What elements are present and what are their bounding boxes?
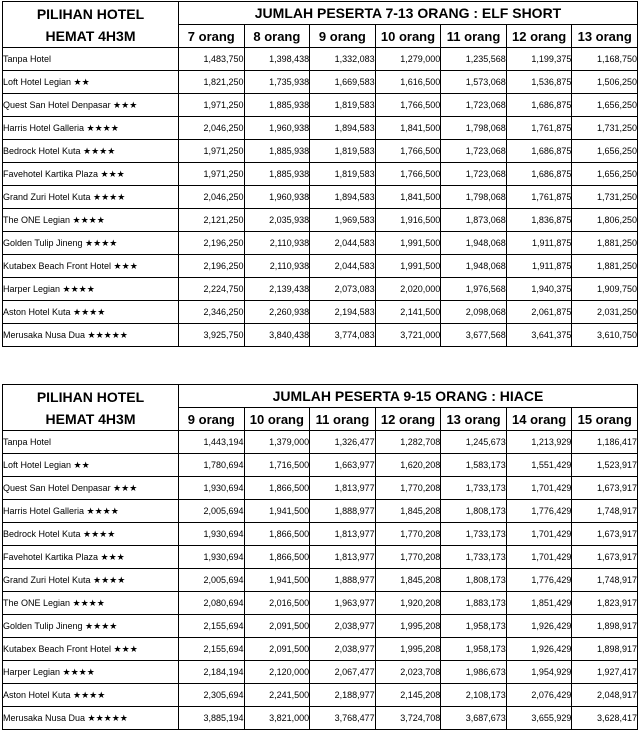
price-cell: 1,841,500 xyxy=(375,186,441,209)
elf-short-price-table xyxy=(2,1,638,347)
price-cell: 2,076,429 xyxy=(506,684,572,707)
price-cell: 1,841,500 xyxy=(375,117,441,140)
price-cell: 1,523,917 xyxy=(572,454,638,477)
price-cell: 1,733,173 xyxy=(441,523,507,546)
column-header: 12 orang xyxy=(375,408,441,431)
price-cell: 3,774,083 xyxy=(310,324,376,347)
price-cell: 1,686,875 xyxy=(506,94,572,117)
price-cell: 1,971,250 xyxy=(179,94,245,117)
price-cell: 1,733,173 xyxy=(441,477,507,500)
table-row xyxy=(3,661,638,684)
price-cell: 1,798,068 xyxy=(441,186,507,209)
price-cell: 1,819,583 xyxy=(310,163,376,186)
price-cell: 1,866,500 xyxy=(244,477,310,500)
price-cell: 1,168,750 xyxy=(572,48,638,71)
table-row xyxy=(3,140,638,163)
price-cell: 1,960,938 xyxy=(244,117,310,140)
hotel-name: Aston Hotel Kuta ★★★★ xyxy=(3,301,179,324)
column-header: 13 orang xyxy=(572,25,638,48)
price-cell: 1,819,583 xyxy=(310,94,376,117)
price-cell: 2,023,708 xyxy=(375,661,441,684)
price-cell: 1,776,429 xyxy=(506,569,572,592)
table-row xyxy=(3,232,638,255)
price-cell: 1,976,568 xyxy=(441,278,507,301)
price-cell: 1,958,173 xyxy=(441,638,507,661)
price-cell: 1,813,977 xyxy=(310,546,376,569)
price-cell: 1,963,977 xyxy=(310,592,376,615)
table-row xyxy=(3,163,638,186)
column-header: 15 orang xyxy=(572,408,638,431)
price-cell: 1,723,068 xyxy=(441,163,507,186)
price-cell: 1,926,429 xyxy=(506,638,572,661)
price-cell: 1,948,068 xyxy=(441,255,507,278)
price-cell: 1,881,250 xyxy=(572,232,638,255)
price-cell: 1,443,194 xyxy=(179,431,245,454)
price-cell: 2,080,694 xyxy=(179,592,245,615)
price-cell: 1,894,583 xyxy=(310,186,376,209)
price-cell: 2,044,583 xyxy=(310,255,376,278)
hotel-name: Kutabex Beach Front Hotel ★★★ xyxy=(3,638,179,661)
price-cell: 2,120,000 xyxy=(244,661,310,684)
hotel-name: Quest San Hotel Denpasar ★★★ xyxy=(3,94,179,117)
price-cell: 1,213,929 xyxy=(506,431,572,454)
table-row xyxy=(3,707,638,730)
price-cell: 3,628,417 xyxy=(572,707,638,730)
price-cell: 3,821,000 xyxy=(244,707,310,730)
hotel-name: Bedrock Hotel Kuta ★★★★ xyxy=(3,140,179,163)
table-row xyxy=(3,615,638,638)
table-row xyxy=(3,546,638,569)
price-cell: 1,808,173 xyxy=(441,500,507,523)
price-cell: 1,620,208 xyxy=(375,454,441,477)
price-cell: 2,155,694 xyxy=(179,615,245,638)
table-title: JUMLAH PESERTA 7-13 ORANG : ELF SHORT xyxy=(179,2,638,25)
table-row xyxy=(3,71,638,94)
table-row xyxy=(3,94,638,117)
price-cell: 2,067,477 xyxy=(310,661,376,684)
price-cell: 1,916,500 xyxy=(375,209,441,232)
price-cell: 1,819,583 xyxy=(310,140,376,163)
hotel-header-line: PILIHAN HOTEL xyxy=(36,5,145,22)
price-cell: 1,813,977 xyxy=(310,477,376,500)
price-cell: 3,610,750 xyxy=(572,324,638,347)
price-cell: 1,573,068 xyxy=(441,71,507,94)
price-cell: 3,721,000 xyxy=(375,324,441,347)
price-cell: 1,885,938 xyxy=(244,94,310,117)
price-cell: 1,926,429 xyxy=(506,615,572,638)
price-cell: 2,046,250 xyxy=(179,186,245,209)
price-cell: 1,733,173 xyxy=(441,546,507,569)
hotel-name: Loft Hotel Legian ★★ xyxy=(3,454,179,477)
price-cell: 2,145,208 xyxy=(375,684,441,707)
price-cell: 3,925,750 xyxy=(179,324,245,347)
table-row xyxy=(3,255,638,278)
price-cell: 1,940,375 xyxy=(506,278,572,301)
price-cell: 1,673,917 xyxy=(572,546,638,569)
table-row xyxy=(3,638,638,661)
price-cell: 2,091,500 xyxy=(244,638,310,661)
price-cell: 1,954,929 xyxy=(506,661,572,684)
price-cell: 2,346,250 xyxy=(179,301,245,324)
price-cell: 2,139,438 xyxy=(244,278,310,301)
price-cell: 1,656,250 xyxy=(572,94,638,117)
hotel-name: Aston Hotel Kuta ★★★★ xyxy=(3,684,179,707)
hotel-name: Favehotel Kartika Plaza ★★★ xyxy=(3,163,179,186)
price-cell: 1,199,375 xyxy=(506,48,572,71)
price-cell: 1,663,977 xyxy=(310,454,376,477)
price-cell: 1,806,250 xyxy=(572,209,638,232)
table-row xyxy=(3,592,638,615)
column-header: 8 orang xyxy=(244,25,310,48)
price-cell: 1,813,977 xyxy=(310,523,376,546)
hotel-name: Harris Hotel Galleria ★★★★ xyxy=(3,117,179,140)
price-cell: 2,241,500 xyxy=(244,684,310,707)
hotel-name: Merusaka Nusa Dua ★★★★★ xyxy=(3,324,179,347)
hotel-name: Grand Zuri Hotel Kuta ★★★★ xyxy=(3,569,179,592)
table-row xyxy=(3,500,638,523)
column-header: 14 orang xyxy=(506,408,572,431)
price-cell: 2,224,750 xyxy=(179,278,245,301)
price-cell: 1,909,750 xyxy=(572,278,638,301)
price-cell: 1,282,708 xyxy=(375,431,441,454)
price-cell: 1,669,583 xyxy=(310,71,376,94)
price-cell: 1,969,583 xyxy=(310,209,376,232)
hotel-name: Tanpa Hotel xyxy=(3,431,179,454)
table-row xyxy=(3,431,638,454)
price-cell: 1,894,583 xyxy=(310,117,376,140)
price-cell: 2,155,694 xyxy=(179,638,245,661)
price-cell: 2,305,694 xyxy=(179,684,245,707)
price-cell: 1,770,208 xyxy=(375,523,441,546)
price-cell: 2,260,938 xyxy=(244,301,310,324)
price-cell: 1,551,429 xyxy=(506,454,572,477)
price-cell: 2,196,250 xyxy=(179,232,245,255)
column-header: 9 orang xyxy=(179,408,245,431)
price-cell: 1,673,917 xyxy=(572,477,638,500)
price-cell: 1,995,208 xyxy=(375,615,441,638)
price-cell: 2,194,583 xyxy=(310,301,376,324)
price-cell: 2,091,500 xyxy=(244,615,310,638)
hotel-name: Bedrock Hotel Kuta ★★★★ xyxy=(3,523,179,546)
price-cell: 2,188,977 xyxy=(310,684,376,707)
table-row xyxy=(3,569,638,592)
hotel-name: Quest San Hotel Denpasar ★★★ xyxy=(3,477,179,500)
price-cell: 1,941,500 xyxy=(244,500,310,523)
price-cell: 1,616,500 xyxy=(375,71,441,94)
price-cell: 1,326,477 xyxy=(310,431,376,454)
price-cell: 1,731,250 xyxy=(572,186,638,209)
price-cell: 1,845,208 xyxy=(375,500,441,523)
price-cell: 1,766,500 xyxy=(375,94,441,117)
price-cell: 1,245,673 xyxy=(441,431,507,454)
price-cell: 1,930,694 xyxy=(179,477,245,500)
price-cell: 1,883,173 xyxy=(441,592,507,615)
price-cell: 1,701,429 xyxy=(506,546,572,569)
column-header: 9 orang xyxy=(310,25,376,48)
hotel-name: The ONE Legian ★★★★ xyxy=(3,592,179,615)
table-row xyxy=(3,523,638,546)
price-cell: 2,031,250 xyxy=(572,301,638,324)
price-cell: 1,866,500 xyxy=(244,523,310,546)
price-cell: 1,851,429 xyxy=(506,592,572,615)
hotel-name: Harper Legian ★★★★ xyxy=(3,661,179,684)
price-cell: 1,941,500 xyxy=(244,569,310,592)
price-cell: 1,885,938 xyxy=(244,140,310,163)
table-row xyxy=(3,477,638,500)
price-cell: 2,141,500 xyxy=(375,301,441,324)
hotel-name: The ONE Legian ★★★★ xyxy=(3,209,179,232)
price-cell: 2,073,083 xyxy=(310,278,376,301)
hotel-name: Golden Tulip Jineng ★★★★ xyxy=(3,232,179,255)
table-row xyxy=(3,301,638,324)
price-cell: 3,724,708 xyxy=(375,707,441,730)
column-header: 10 orang xyxy=(375,25,441,48)
price-cell: 1,948,068 xyxy=(441,232,507,255)
price-cell: 1,766,500 xyxy=(375,140,441,163)
table-row xyxy=(3,209,638,232)
table-title: JUMLAH PESERTA 9-15 ORANG : HIACE xyxy=(179,385,638,408)
hotel-name: Tanpa Hotel xyxy=(3,48,179,71)
price-cell: 1,761,875 xyxy=(506,117,572,140)
price-cell: 1,398,438 xyxy=(244,48,310,71)
price-cell: 2,046,250 xyxy=(179,117,245,140)
price-cell: 2,044,583 xyxy=(310,232,376,255)
column-header: 11 orang xyxy=(310,408,376,431)
price-cell: 1,885,938 xyxy=(244,163,310,186)
price-cell: 2,196,250 xyxy=(179,255,245,278)
price-cell: 1,332,083 xyxy=(310,48,376,71)
price-cell: 3,885,194 xyxy=(179,707,245,730)
price-cell: 1,911,875 xyxy=(506,255,572,278)
price-cell: 1,723,068 xyxy=(441,94,507,117)
price-cell: 1,583,173 xyxy=(441,454,507,477)
hotel-name: Golden Tulip Jineng ★★★★ xyxy=(3,615,179,638)
price-cell: 1,930,694 xyxy=(179,523,245,546)
column-header: 12 orang xyxy=(506,25,572,48)
column-header: 7 orang xyxy=(179,25,245,48)
price-cell: 2,038,977 xyxy=(310,638,376,661)
column-header: 13 orang xyxy=(441,408,507,431)
hotel-name: Loft Hotel Legian ★★ xyxy=(3,71,179,94)
hotel-name: Harper Legian ★★★★ xyxy=(3,278,179,301)
hotel-header-line: HEMAT 4H3M xyxy=(45,410,136,427)
price-cell: 1,845,208 xyxy=(375,569,441,592)
price-cell: 1,701,429 xyxy=(506,477,572,500)
price-cell: 1,701,429 xyxy=(506,523,572,546)
price-cell: 1,927,417 xyxy=(572,661,638,684)
price-cell: 1,986,673 xyxy=(441,661,507,684)
price-cell: 2,098,068 xyxy=(441,301,507,324)
price-cell: 1,958,173 xyxy=(441,615,507,638)
price-cell: 1,723,068 xyxy=(441,140,507,163)
price-cell: 2,016,500 xyxy=(244,592,310,615)
price-cell: 1,770,208 xyxy=(375,477,441,500)
price-cell: 1,748,917 xyxy=(572,500,638,523)
hotel-header-line: HEMAT 4H3M xyxy=(45,27,136,44)
price-cell: 3,641,375 xyxy=(506,324,572,347)
table-row xyxy=(3,454,638,477)
price-cell: 1,780,694 xyxy=(179,454,245,477)
price-cell: 1,911,875 xyxy=(506,232,572,255)
table-row xyxy=(3,48,638,71)
table-row xyxy=(3,117,638,140)
price-cell: 1,716,500 xyxy=(244,454,310,477)
price-cell: 2,048,917 xyxy=(572,684,638,707)
price-cell: 3,677,568 xyxy=(441,324,507,347)
table-row xyxy=(3,324,638,347)
price-cell: 1,920,208 xyxy=(375,592,441,615)
hotel-name: Harris Hotel Galleria ★★★★ xyxy=(3,500,179,523)
price-cell: 1,761,875 xyxy=(506,186,572,209)
price-cell: 1,995,208 xyxy=(375,638,441,661)
price-cell: 1,506,250 xyxy=(572,71,638,94)
price-cell: 1,735,938 xyxy=(244,71,310,94)
price-cell: 1,770,208 xyxy=(375,546,441,569)
price-cell: 1,866,500 xyxy=(244,546,310,569)
price-cell: 1,279,000 xyxy=(375,48,441,71)
price-cell: 1,536,875 xyxy=(506,71,572,94)
price-cell: 1,930,694 xyxy=(179,546,245,569)
price-cell: 1,686,875 xyxy=(506,140,572,163)
price-cell: 1,673,917 xyxy=(572,523,638,546)
price-cell: 1,991,500 xyxy=(375,232,441,255)
price-cell: 1,873,068 xyxy=(441,209,507,232)
column-header: 11 orang xyxy=(441,25,507,48)
price-cell: 1,821,250 xyxy=(179,71,245,94)
price-cell: 1,235,568 xyxy=(441,48,507,71)
price-cell: 2,005,694 xyxy=(179,569,245,592)
hotel-name: Grand Zuri Hotel Kuta ★★★★ xyxy=(3,186,179,209)
price-cell: 3,840,438 xyxy=(244,324,310,347)
price-cell: 1,971,250 xyxy=(179,140,245,163)
price-cell: 1,836,875 xyxy=(506,209,572,232)
price-cell: 1,731,250 xyxy=(572,117,638,140)
price-cell: 1,186,417 xyxy=(572,431,638,454)
price-cell: 3,655,929 xyxy=(506,707,572,730)
price-cell: 1,898,917 xyxy=(572,615,638,638)
price-cell: 2,108,173 xyxy=(441,684,507,707)
hotel-header-cell xyxy=(3,2,179,48)
price-cell: 1,971,250 xyxy=(179,163,245,186)
price-cell: 1,656,250 xyxy=(572,163,638,186)
price-cell: 3,768,477 xyxy=(310,707,376,730)
price-cell: 1,881,250 xyxy=(572,255,638,278)
price-cell: 1,991,500 xyxy=(375,255,441,278)
hotel-header-cell xyxy=(3,385,179,431)
price-cell: 1,748,917 xyxy=(572,569,638,592)
price-cell: 2,020,000 xyxy=(375,278,441,301)
price-cell: 1,686,875 xyxy=(506,163,572,186)
price-cell: 1,776,429 xyxy=(506,500,572,523)
price-cell: 2,061,875 xyxy=(506,301,572,324)
price-cell: 1,888,977 xyxy=(310,500,376,523)
price-cell: 2,121,250 xyxy=(179,209,245,232)
price-cell: 2,110,938 xyxy=(244,232,310,255)
price-cell: 1,823,917 xyxy=(572,592,638,615)
price-cell: 1,766,500 xyxy=(375,163,441,186)
price-cell: 1,808,173 xyxy=(441,569,507,592)
table-row xyxy=(3,278,638,301)
hotel-name: Favehotel Kartika Plaza ★★★ xyxy=(3,546,179,569)
column-header: 10 orang xyxy=(244,408,310,431)
table-row xyxy=(3,684,638,707)
hiace-price-table xyxy=(2,384,638,730)
hotel-name: Kutabex Beach Front Hotel ★★★ xyxy=(3,255,179,278)
price-cell: 2,005,694 xyxy=(179,500,245,523)
price-cell: 1,960,938 xyxy=(244,186,310,209)
price-cell: 1,798,068 xyxy=(441,117,507,140)
price-cell: 1,379,000 xyxy=(244,431,310,454)
price-cell: 2,110,938 xyxy=(244,255,310,278)
price-cell: 3,687,673 xyxy=(441,707,507,730)
table-row xyxy=(3,186,638,209)
hotel-name: Merusaka Nusa Dua ★★★★★ xyxy=(3,707,179,730)
price-cell: 1,898,917 xyxy=(572,638,638,661)
price-cell: 2,038,977 xyxy=(310,615,376,638)
price-cell: 1,888,977 xyxy=(310,569,376,592)
price-cell: 2,035,938 xyxy=(244,209,310,232)
price-cell: 1,483,750 xyxy=(179,48,245,71)
hotel-header-line: PILIHAN HOTEL xyxy=(36,388,145,405)
price-cell: 1,656,250 xyxy=(572,140,638,163)
price-cell: 2,184,194 xyxy=(179,661,245,684)
